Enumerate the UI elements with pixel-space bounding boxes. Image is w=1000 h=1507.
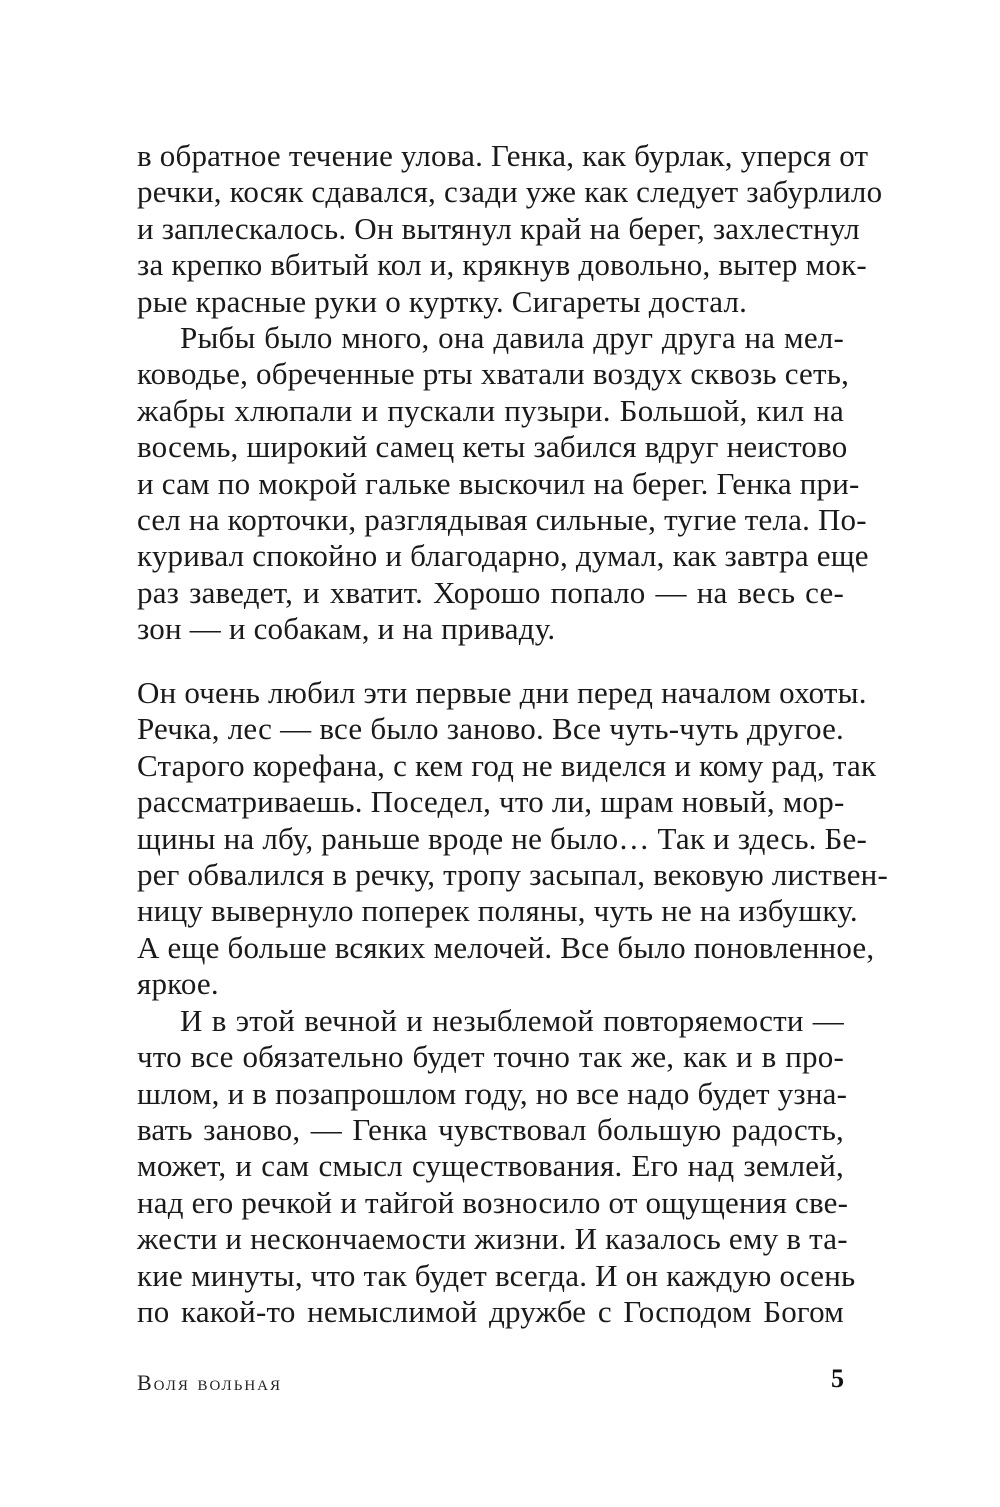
- text-line: рассматриваешь. Поседел, что ли, шрам новый, мор-: [137, 784, 845, 819]
- text-line: за крепко вбитый кол и, крякнув довольно, вытер мок-: [137, 247, 867, 282]
- text-line: Старого корефана, с кем год не виделся и кому рад, так: [137, 748, 877, 783]
- text-line: щины на лбу, раньше вроде не было… Так и здесь. Бе-: [137, 821, 868, 856]
- text-line: жабры хлюпали и пускали пузыри. Большой, кил на: [137, 393, 844, 428]
- text-line: над его речкой и тайгой возносило от ощущения све-: [137, 1185, 849, 1220]
- text-line: А еще больше всяких мелочей. Все было поновленное,: [137, 930, 875, 965]
- text-line: Речка, лес — все было заново. Все чуть-чуть другое.: [137, 711, 844, 746]
- text-line: восемь, широкий самец кеты забился вдруг неистово: [137, 429, 848, 464]
- text-line: рег обвалился в речку, тропу засыпал, вековую листвен-: [137, 857, 888, 892]
- text-line: раз заведет, и хватит. Хорошо попало — на весь се-: [137, 575, 844, 610]
- text-line: может, и сам смысл существования. Его над землей,: [137, 1148, 844, 1183]
- text-line: куривал спокойно и благодарно, думал, как завтра еще: [137, 538, 869, 573]
- page-number: 5: [831, 1364, 844, 1393]
- text-line: и сам по мокрой гальке выскочил на берег. Генка при-: [137, 466, 860, 501]
- text-line: ницу вывернуло поперек поляны, чуть не на избушку.: [137, 893, 858, 928]
- text-line: И в этой вечной и незыблемой повторяемости —: [180, 1003, 844, 1038]
- text-line: вать заново, — Генка чувствовал большую радость,: [137, 1112, 844, 1147]
- text-line: шлом, и в позапрошлом году, но все надо будет узна-: [137, 1076, 848, 1111]
- running-footer-title: Воля вольная: [137, 1370, 282, 1395]
- text-line: по какой-то немыслимой дружбе с Господом Богом: [137, 1294, 844, 1329]
- text-line: что все обязательно будет точно так же, как и в про-: [137, 1039, 844, 1074]
- text-line: Рыбы было много, она давила друг друга на мел-: [180, 320, 844, 355]
- text-line: жести и нескончаемости жизни. И казалось ему в та-: [137, 1221, 848, 1256]
- text-line: зон — и собакам, и на приваду.: [137, 611, 556, 646]
- text-line: речки, косяк сдавался, сзади уже как следует забурлило: [137, 174, 883, 209]
- text-line: Он очень любил эти первые дни перед началом охоты.: [137, 675, 867, 710]
- text-line: яркое.: [137, 966, 219, 1001]
- text-line: в обратное течение улова. Генка, как бурлак, уперся от: [137, 138, 869, 173]
- text-line: ководье, обреченные рты хватали воздух сквозь сеть,: [137, 356, 850, 391]
- text-line: и заплескалось. Он вытянул край на берег, захлестнул: [137, 211, 860, 246]
- text-line: рые красные руки о куртку. Сигареты достал.: [137, 284, 748, 319]
- text-line: сел на корточки, разглядывая сильные, тугие тела. По-: [137, 502, 867, 537]
- text-line: кие минуты, что так будет всегда. И он каждую осень: [137, 1258, 856, 1293]
